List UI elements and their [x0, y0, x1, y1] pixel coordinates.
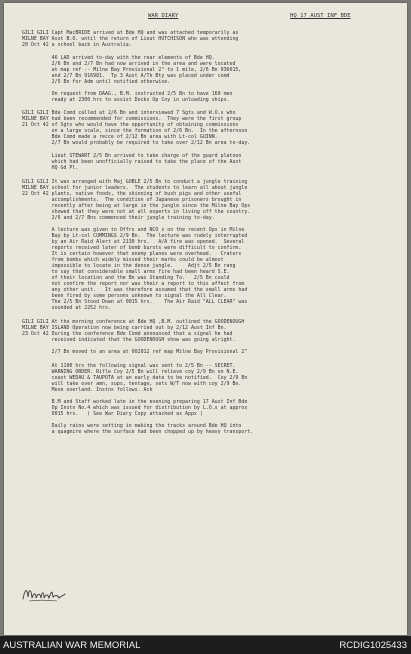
record-id: RCDIG1025433	[339, 640, 407, 651]
diary-title: WAR DIARY	[148, 13, 179, 19]
entry-20-oct-lad: 46 LAD arrived to-day with the rear elements of Bde HQ. 2/6 Bn and 2/7 Bn had now arrived in the area and were located at map ref -- Milne Bay Provisional 2" to 1 mile, 2/6 Bn 036015, and 2/7 Bn 916981. Tp 3 Aust A/Tk Bty was placed under comd 2/5 Bn for Adm until notified otherwise.	[51, 55, 242, 85]
archive-name: AUSTRALIAN WAR MEMORIAL	[3, 640, 141, 651]
entry-23-oct-rains: Daily rains were setting in making the tracks around Bde HQ into a quagmire where the surface had been chopped up by heavy transport.	[51, 423, 254, 435]
entry-22-oct-lecture: A lecture was given to Offrs and NCO s on the recent Ops in Milne Bay by Lt-col CUMMINGS 2/9 Bn. The lecture was rudely interrupted by an Air Raid Alert at 2130 hrs. A/A fire was opened. Several reports received later of bomb bursts were difficult to confirm. It is certain however that enemy planes were overhead. Craters from bombs which widely missed their marks could be almost impossible to locate in the dense jungle. Adjt 2/5 Bn rang to say that considerable small arms fire had been heard S.E. of their location and the Bn was Standing To. 2/5 Bn could not confirm the report nor was their a report to this affect from any other unit. It was therefore assumed that the small arms had been fired by some persons unknown to signal the All Clear. The 2/5 Bn Stood Down at 0015 hrs. The Air Raid "ALL CLEAR" was sounded at 2252 hrs.	[51, 227, 248, 311]
entry-20-oct-arrival: GILI GILI Capt MacBRIDE arrived at Bde HQ and was attached temporarily as MILNE BAY Asst B.O. until the return of Lieut HUTCHISON who was attending 20 Oct 42 a school back in Australia.	[22, 30, 239, 48]
entry-23-oct-move: 2/7 Bn moved to an area at 002012 ref map Milne Bay Provisional 2"	[22, 349, 248, 355]
entry-23-oct-signal: At 1100 hrs the following signal was sent to 2/5 Bn -- SECRET. WARNING ORDER. Rifle Coy 2/5 Bn will relieve coy 2/9 Bn on N.E. coast WEDAU & TAUPOTA at an early date to be notified. Coy 2/9 Bn will take over amn, sups, tentage, sets W/T now with coy 2/9 Bn. Move overland. Instns follows. Ack	[51, 363, 248, 393]
handwritten-signature	[21, 583, 67, 609]
diary-page	[4, 3, 407, 635]
entry-20-oct-unloading: On request from DAAG., B.M. instructed 2/5 Bn to have 160 men ready at 2300 hrs to assist Docks Op Coy in unloading ships.	[51, 91, 233, 103]
entry-22-oct-jungle-school: GILI GILI It was arranged with Maj GOBLE 2/5 Bn to conduct a jungle training MILNE BAY school for junior leaders. The students to learn all about jungle 22 Oct 42 plants, native foods, the skinning of bush pigs and other useful accomplishments. The condition of Japanese prisoners brought in recently after being at large in the jungle since the Milne Bay Ops showed that they were not at all experts in living off the country. 2/6 and 2/7 Bns commenced their jungle training to-day.	[22, 179, 251, 221]
unit-title: HQ 17 AUST INF BDE	[290, 13, 351, 19]
entry-23-oct-op-instn: B.M and Staff worked late in the evening preparing 17 Aust Inf Bde Op Instn No.4 which was issued for distribution by L.O.s at approx 0015 hrs. ( See War Diary Copy attached as Appx )	[51, 399, 248, 417]
entry-21-oct-commissions: GILI GILI Bde Comd called at 2/6 Bn and interviewed 7 Sgts and W.O.s who MILNE BAY had been recommended for commissions. They were the first group 21 Oct 42 of Sgts who would have the opportunity of obtaining commissions on a large scale, since the formation of 2/6 Bn. In the afternoon Bde Comd made a recce of 2/12 Bn area with Lt-col GUINN. 2/7 Bn would probably be required to take over 2/12 Bn area to-day.	[22, 110, 251, 146]
entry-21-oct-guard: Lieut STEWART 2/5 Bn arrived to take charge of the guard platoon which had been unofficially raised to take the place of the Aust HQ Gd Pl.	[51, 153, 242, 171]
archive-footer	[0, 636, 411, 654]
entry-23-oct-goodenough: GILI GILI At the morning conference at Bde HQ ,B.M. outlined the GOODENOUGH MILNE BAY ISLAND Operation now being carried out by 2/12 Aust Inf Bn. 23 Oct 42 During the conference Bde Comd announced that a signal he had received indicated that the GOODENOUGH show was going alright.	[22, 319, 245, 343]
